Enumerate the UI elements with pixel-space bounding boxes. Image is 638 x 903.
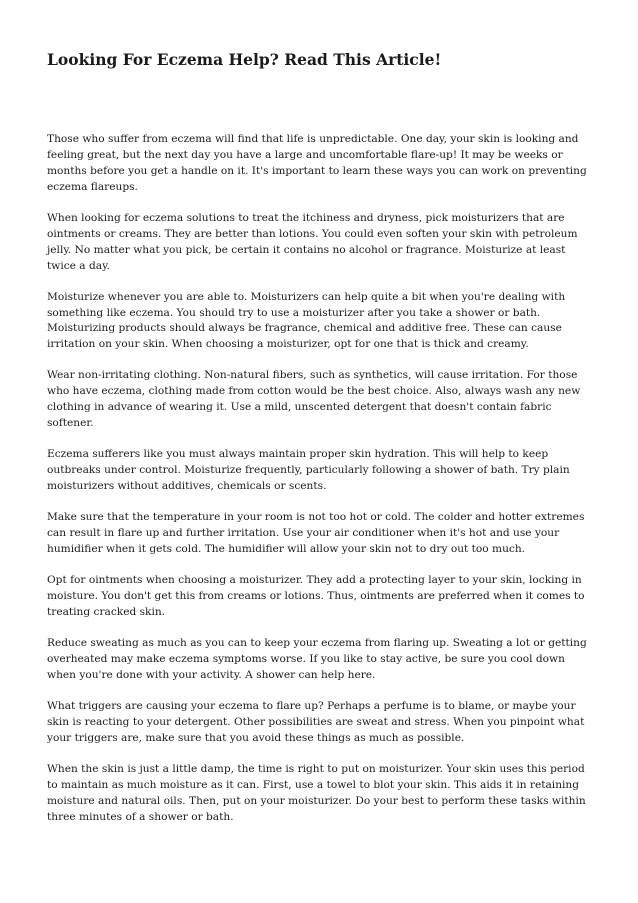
paragraph: Reduce sweating as much as you can to keep your eczema from flaring up. Sweating a lot or getting overheated may make eczema symptoms worse. If you like to stay active, be sure you cool down when you're done with your activity. A shower can help here. bbox=[47, 636, 587, 681]
paragraph: Those who suffer from eczema will find that life is unpredictable. One day, your skin is looking and feeling great, but the next day you have a large and uncomfortable flare-up! It may be weeks or months before you get a handle on it. It's important to learn these ways you can work on preventing eczema flareups. bbox=[47, 133, 587, 193]
paragraph: When the skin is just a little damp, the time is right to put on moisturizer. Your skin uses this period to maintain as much moisture as it can. First, use a towel to blot your skin. This aids it in retaining moisture and natural oils. Then, put on your moisturizer. Do your best to perform these tasks within three minutes of a shower or bath. bbox=[47, 762, 586, 823]
paragraph: Wear non-irritating clothing. Non-natural fibers, such as synthetics, will cause irritation. For those who have eczema, clothing made from cotton would be the best choice. Also, always wash any new clothing in advance of wearing it. Use a mild, unscented detergent that doesn't contain fabric softener. bbox=[47, 369, 581, 430]
paragraph: When looking for eczema solutions to treat the itchiness and dryness, pick moisturizers that are ointments or creams. They are better than lotions. You could even soften your skin with petroleum jelly. No matter what you pick, be certain it contains no alcohol or fragrance. Moisturize at least twice a day. bbox=[47, 211, 578, 272]
paragraph: Make sure that the temperature in your room is not too hot or cold. The colder and hotter extremes can result in flare up and further irritation. Use your air conditioner when it's hot and use your humidifier when it gets cold. The humidifier will allow your skin not to dry out too much. bbox=[47, 511, 585, 555]
paragraph: Eczema sufferers like you must always maintain proper skin hydration. This will help to keep outbreaks under control. Moisturize frequently, particularly following a shower of bath. Try plain moisturizers without additives, chemicals or scents. bbox=[47, 448, 570, 493]
page-title: Looking For Eczema Help? Read This Article! bbox=[47, 50, 442, 69]
article-body bbox=[47, 132, 592, 841]
paragraph: Opt for ointments when choosing a moisturizer. They add a protecting layer to your skin, locking in moisture. You don't get this from creams or lotions. Thus, ointments are preferred when it comes to treating cracked skin. bbox=[47, 574, 585, 618]
document-page bbox=[47, 50, 592, 823]
paragraph: What triggers are causing your eczema to flare up? Perhaps a perfume is to blame, or maybe your skin is reacting to your detergent. Other possibilities are sweat and stress. When you pinpoint what your triggers are, make sure that you avoid these things as much as possible. bbox=[47, 699, 585, 744]
paragraph: Moisturize whenever you are able to. Moisturizers can help quite a bit when you're dealing with something like eczema. You should try to use a moisturizer after you take a shower or bath. Moisturizing products should always be fragrance, chemical and additive free. These can cause irritation on your skin. When choosing a moisturizer, opt for one that is thick and creamy. bbox=[47, 290, 566, 351]
